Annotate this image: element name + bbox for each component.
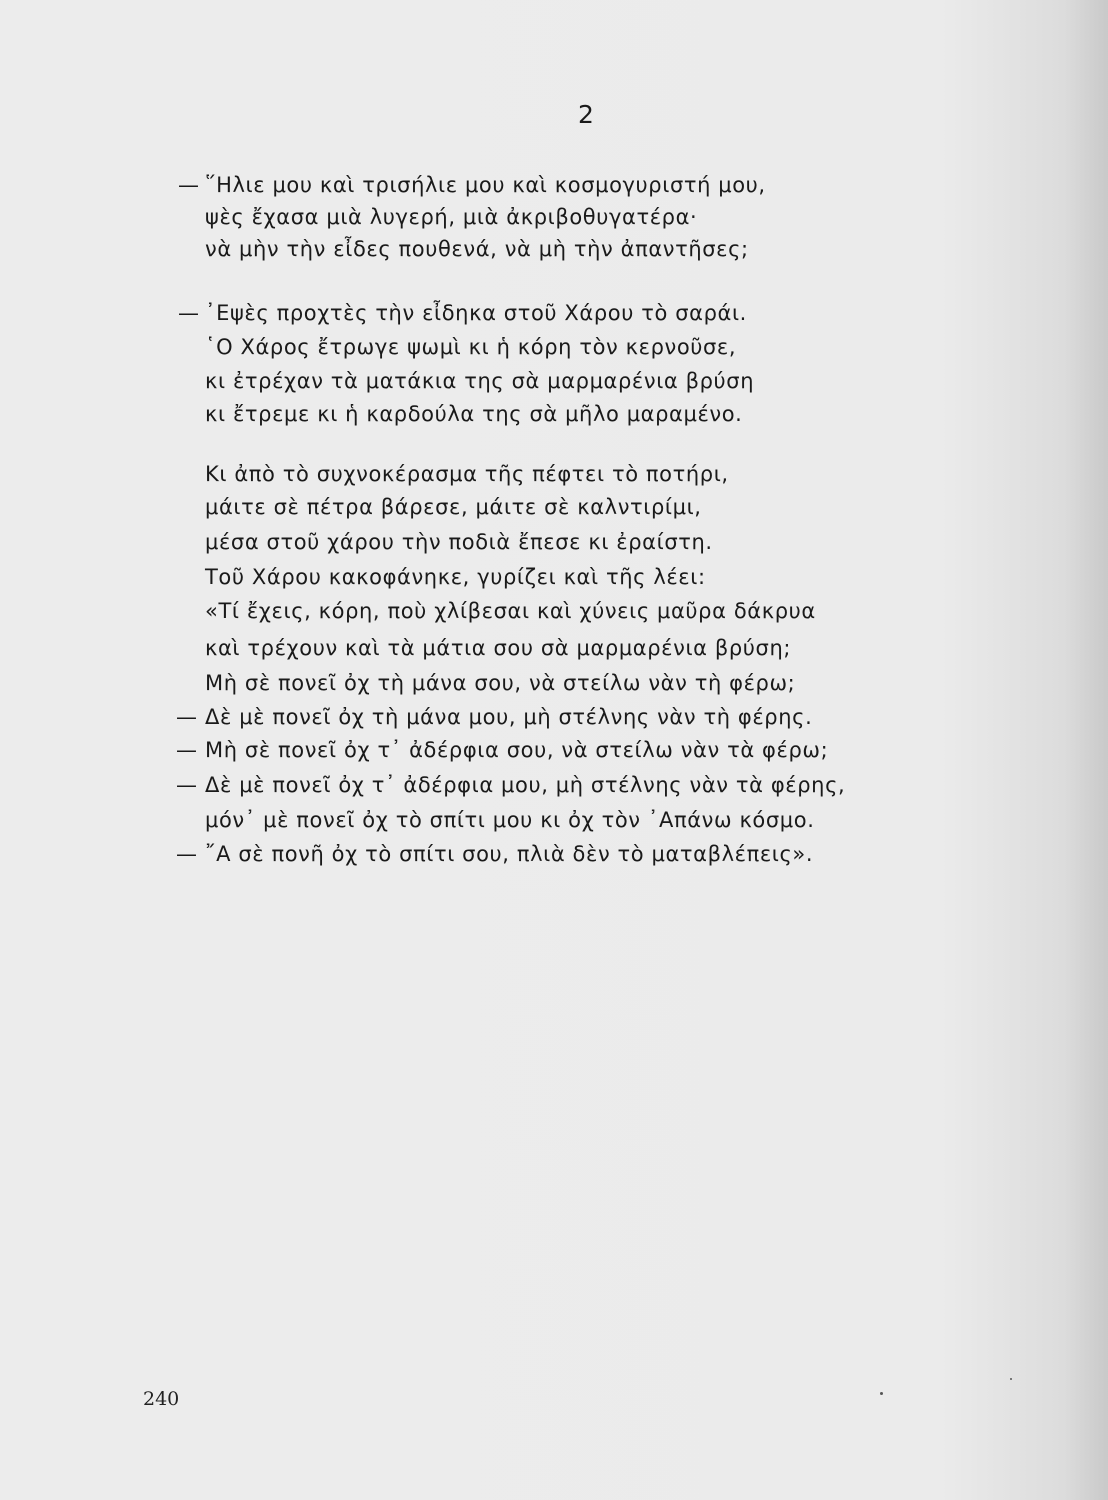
paper-speck <box>880 1392 883 1395</box>
verse-line: μάιτε σὲ πέτρα βάρεσε, μάιτε σὲ καλντιρίμι, <box>205 495 702 519</box>
verse-line: ῾Ο Χάρος ἔτρωγε ψωμὶ κι ἡ κόρη τὸν κερνοῦσε, <box>205 335 737 359</box>
verse-line: Μὴ σὲ πονεῖ ὀχ τ᾽ ἀδέρφια σου, νὰ στείλω νὰν τὰ φέρω; <box>205 738 829 762</box>
verse-line: Δὲ μὲ πονεῖ ὀχ τὴ μάνα μου, μὴ στέλνης νὰν τὴ φέρης. <box>205 705 813 729</box>
page-number: 240 <box>143 1388 180 1410</box>
verse-line: ψὲς ἔχασα μιὰ λυγερή, μιὰ ἀκριβοθυγατέρα· <box>205 205 698 229</box>
verse-line: κι ἔτρεμε κι ἡ καρδούλα της σὰ μῆλο μαραμένο. <box>205 402 743 426</box>
dialogue-dash: — <box>176 705 197 729</box>
verse-line: Τοῦ Χάρου κακοφάνηκε, γυρίζει καὶ τῆς λέει: <box>205 565 706 589</box>
dialogue-dash: — <box>176 842 197 866</box>
verse-line: κι ἐτρέχαν τὰ ματάκια της σὰ μαρμαρένια βρύση <box>205 369 755 393</box>
verse-line: Δὲ μὲ πονεῖ ὀχ τ᾽ ἀδέρφια μου, μὴ στέλνης νὰν τὰ φέρης, <box>205 773 846 797</box>
poem-number: 2 <box>578 100 594 129</box>
paper-speck <box>1010 1378 1012 1380</box>
verse-line: Κι ἀπὸ τὸ συχνοκέρασμα τῆς πέφτει τὸ ποτήρι, <box>205 462 729 486</box>
verse-line: καὶ τρέχουν καὶ τὰ μάτια σου σὰ μαρμαρένια βρύση; <box>205 636 792 660</box>
verse-line: Μὴ σὲ πονεῖ ὀχ τὴ μάνα σου, νὰ στείλω νὰν τὴ φέρω; <box>205 671 796 695</box>
verse-line: νὰ μὴν τὴν εἶδες πουθενά, νὰ μὴ τὴν ἀπαντῆσες; <box>205 237 749 261</box>
dialogue-dash: — <box>176 773 197 797</box>
dialogue-dash: — <box>176 738 197 762</box>
verse-line: μόν᾽ μὲ πονεῖ ὀχ τὸ σπίτι μου κι ὀχ τὸν ᾽Απάνω κόσμο. <box>205 808 815 832</box>
dialogue-dash: — <box>178 173 199 197</box>
verse-line: «Τί ἔχεις, κόρη, ποὺ χλίβεσαι καὶ χύνεις μαῦρα δάκρυα <box>205 599 816 623</box>
dialogue-dash: — <box>178 301 199 325</box>
verse-line: μέσα στοῦ χάρου τὴν ποδιὰ ἔπεσε κι ἐραίστη. <box>205 530 713 554</box>
verse-line: ῞Ηλιε μου καὶ τρισήλιε μου καὶ κοσμογυριστή μου, <box>205 173 766 197</box>
verse-line: ᾽Εψὲς προχτὲς τὴν εἶδηκα στοῦ Χάρου τὸ σαράι. <box>205 301 747 325</box>
verse-line: ῎Α σὲ πονῆ ὀχ τὸ σπίτι σου, πλιὰ δὲν τὸ ματαβλέπεις». <box>205 842 814 866</box>
